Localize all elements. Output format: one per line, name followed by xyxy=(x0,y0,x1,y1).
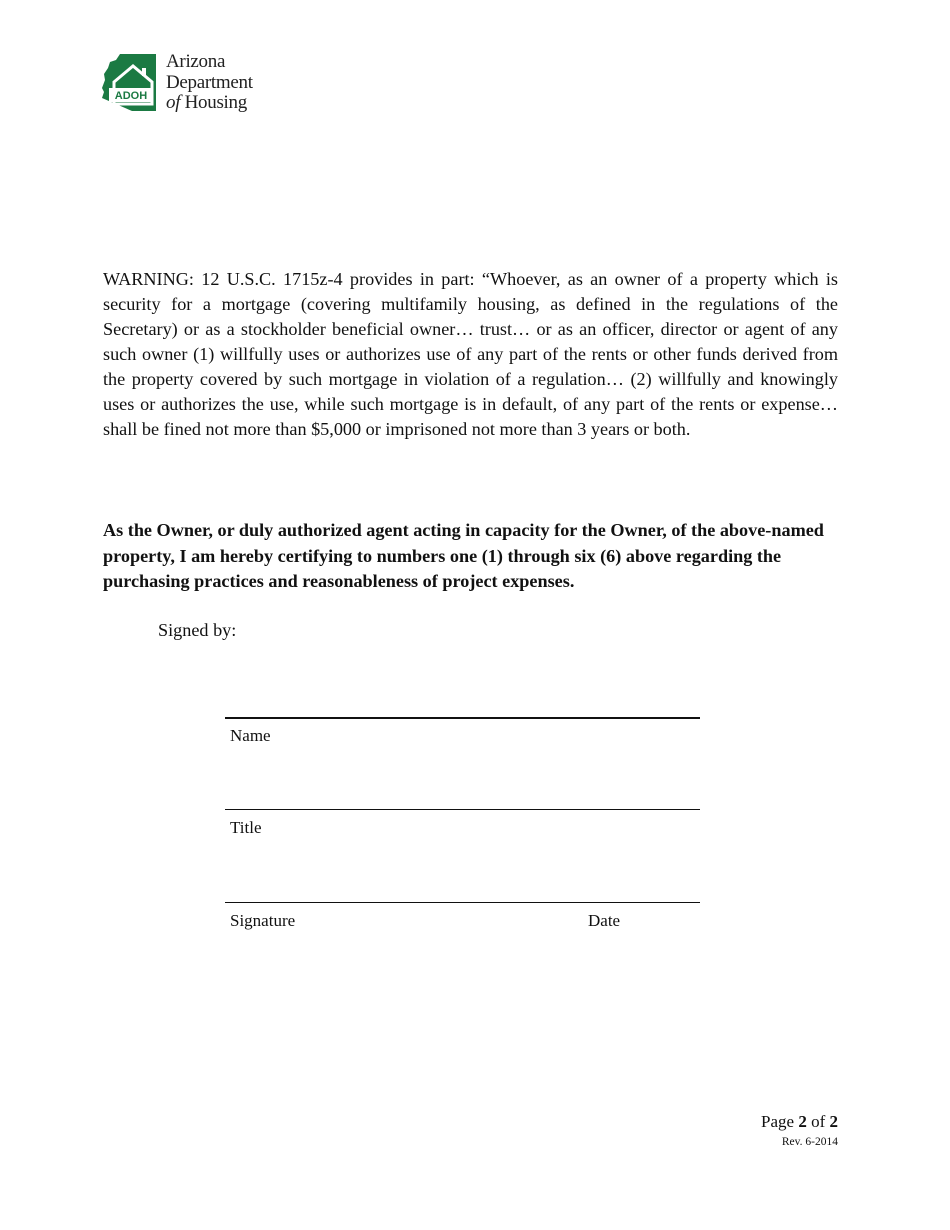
org-name-line1: Arizona xyxy=(166,51,226,72)
page-of: of xyxy=(811,1112,826,1131)
signed-by-label: Signed by: xyxy=(158,620,237,640)
title-field-label: Title xyxy=(230,818,262,837)
org-name-of: of xyxy=(166,92,181,113)
revision-label: Rev. 6-2014 xyxy=(781,1136,838,1148)
date-field-label: Date xyxy=(588,911,621,930)
adoh-logo xyxy=(102,52,272,116)
page-current: 2 xyxy=(798,1112,807,1131)
org-name-housing: Housing xyxy=(180,92,247,113)
name-field-label: Name xyxy=(230,726,271,745)
arizona-house-logo-icon xyxy=(102,54,160,114)
title-signature-line[interactable] xyxy=(225,809,700,810)
org-name-line2: Department xyxy=(166,71,253,93)
certification-statement: As the Owner, or duly authorized agent acting in capacity for the Owner, of the above-named property, I am hereby certifying to numbers one (1) through six (6) above regarding the purchasing practices and reasonableness of project expenses. xyxy=(103,520,824,591)
name-signature-line[interactable] xyxy=(225,717,700,719)
org-name-line3 xyxy=(166,93,253,114)
page-total: 2 xyxy=(829,1112,838,1131)
warning-paragraph: WARNING: 12 U.S.C. 1715z-4 provides in part: “Whoever, as an owner of a property which is security for a mortgage (covering multifamily housing, as defined in the regulations of the Secretary) or as a stockholder beneficial owner… trust… or as an officer, director or agent of any such owner (1) willfully uses or authorizes use of any part of the rents or other funds derived from the property covered by such mortgage in violation of a regulation… (2) willfully and knowingly uses or authorizes the use, while such mortgage is in default, of any part of the rents or expense… shall be fined not more than $5,000 or imprisoned not more than 3 years or both. xyxy=(103,269,838,439)
org-name xyxy=(166,52,253,114)
page-word: Page xyxy=(761,1112,795,1131)
page-number xyxy=(761,1112,838,1132)
signature-date-line[interactable] xyxy=(225,902,700,903)
signature-field-label: Signature xyxy=(230,911,296,930)
logo-badge-text: ADOH xyxy=(114,90,148,102)
